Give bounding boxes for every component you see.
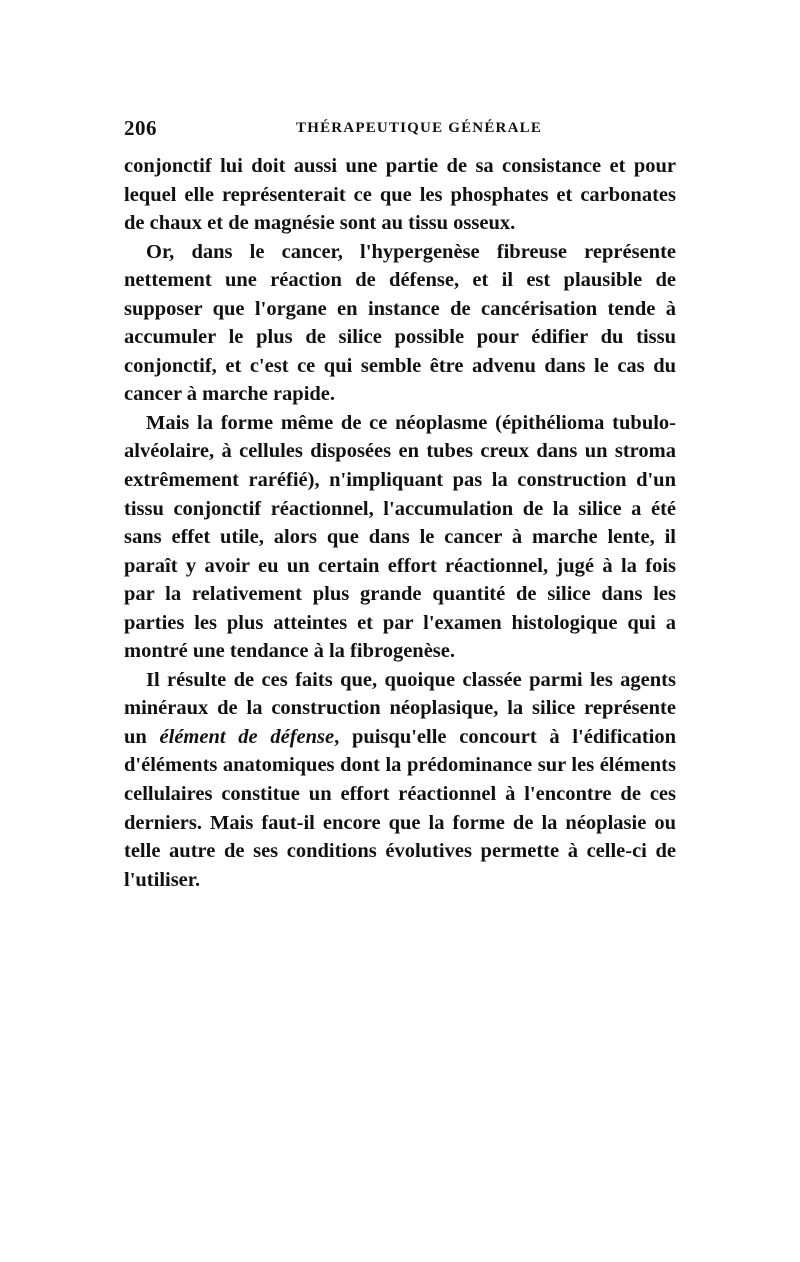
paragraph-4-emphasis: élément de défense [159, 725, 335, 748]
paragraph-4-text-start: Il résulte de ces faits que, quoique classée parmi les agents minéraux de la construction néoplasique, la silice représente un [124, 668, 676, 748]
paragraph-1: conjonctif lui doit aussi une partie de sa consistance et pour lequel elle représenterait ce que les phosphates et carbonates de chaux et de magnésie sont au tissu osseux. [124, 155, 676, 235]
paragraph-3: Mais la forme même de ce néoplasme (épithélioma tubulo-alvéolaire, à cellules disposées en tubes creux dans un stroma extrêmement raréfié), n'impliquant pas la construction d'un tissu conjonctif réactionnel, l'accumulation de la silice a été sans effet utile, alors que dans le cancer à marche lente, il paraît y avoir eu un certain effort réactionnel, jugé à la fois par la relativement plus grande quantité de silice dans les parties les plus atteintes et par l'examen histologique qui a montré une tendance à la fibrogenèse. [124, 411, 676, 663]
paragraph-2: Or, dans le cancer, l'hypergenèse fibreuse représente nettement une réaction de défense, et il est plausible de supposer que l'organe en instance de cancérisation tende à accumuler le plus de silice possible pour édifier du tissu conjonctif, et c'est ce qui semble être advenu dans le cas du cancer à marche rapide. [124, 240, 676, 406]
paragraph-4-text-end: , puisqu'elle concourt à l'édification d'éléments anatomiques dont la prédominance sur les éléments cellulaires constitue un effort réactionnel à l'encontre de ces derniers. Mais faut-il encore que la forme de la néoplasie ou telle autre de ses conditions évolutives permette à celle-ci de l'utiliser. [124, 725, 676, 891]
running-title: THÉRAPEUTIQUE GÉNÉRALE [296, 120, 543, 136]
paragraph-4 [124, 666, 676, 894]
page-number: 206 [124, 116, 157, 140]
page-header [124, 112, 676, 146]
body-text [124, 152, 676, 894]
